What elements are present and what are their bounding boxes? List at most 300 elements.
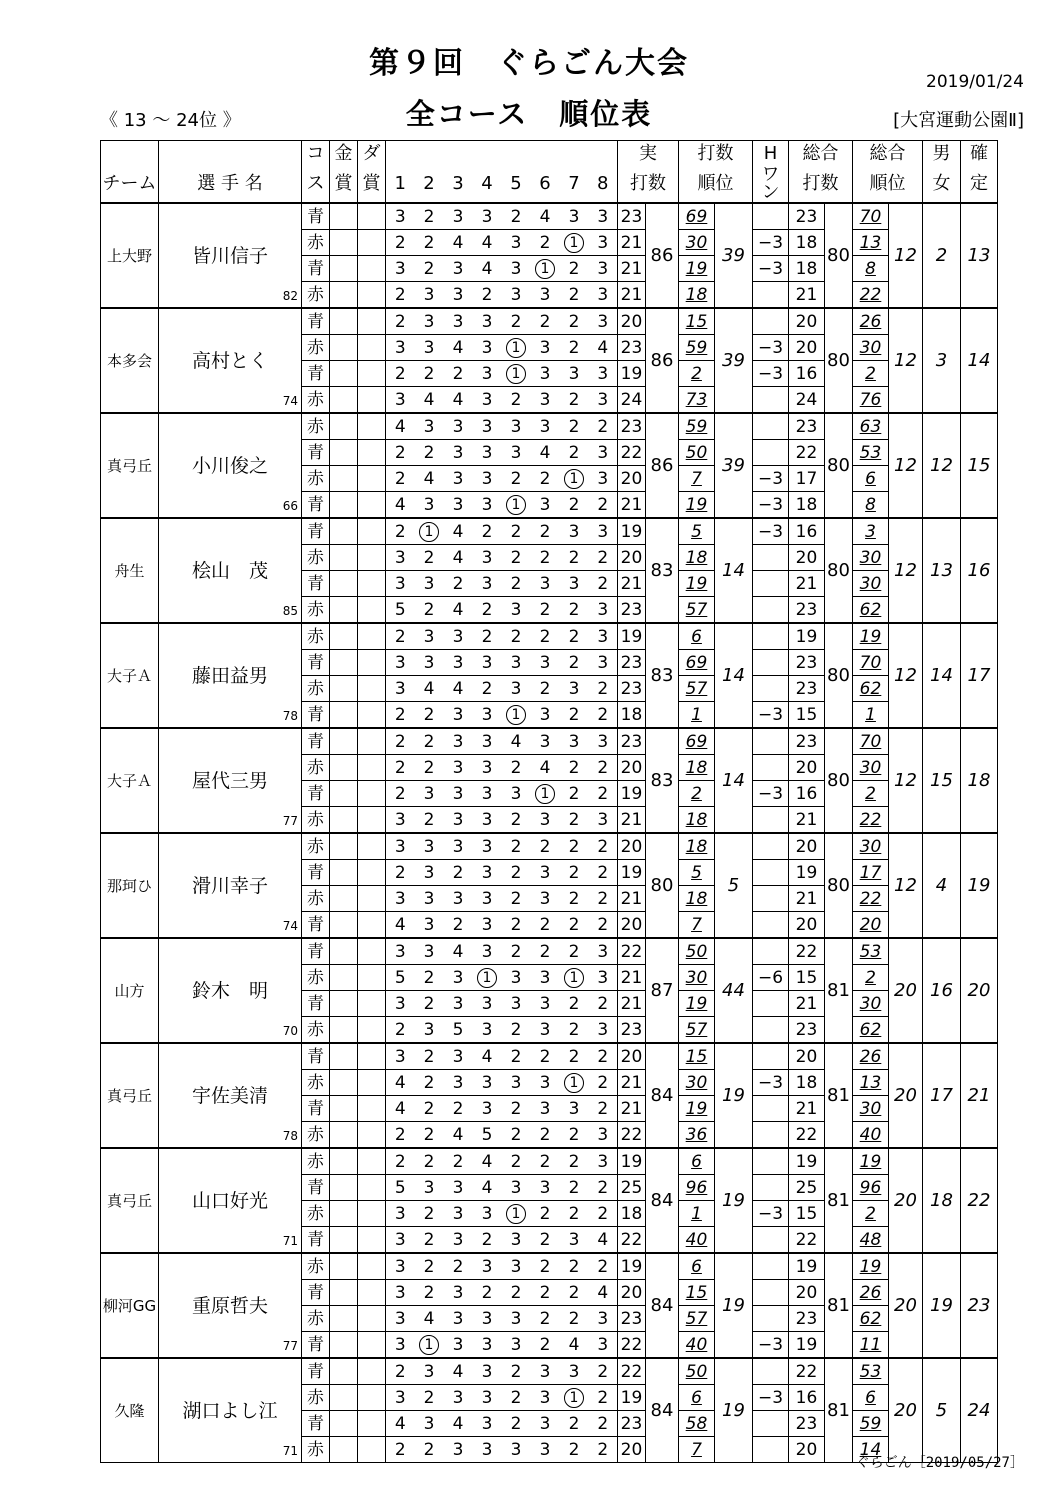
hole-in-one-cell	[753, 991, 789, 1017]
round-total-rank-cell	[853, 1175, 889, 1201]
gold-prize-cell	[330, 1306, 358, 1332]
round-total-rank: 70	[859, 731, 882, 752]
hole-3-score: 4	[444, 1411, 473, 1437]
hole-8-score: 3	[589, 1332, 618, 1359]
hole-8-score: 2	[589, 1437, 618, 1463]
round-total-rank: 19	[859, 626, 882, 647]
total-strokes-cell: 81	[825, 938, 853, 1043]
hole-5-score: 2	[502, 1043, 531, 1070]
actual-strokes-cell: 83	[646, 518, 679, 623]
hole-8-score: 2	[589, 833, 618, 860]
round-sum-cell: 21	[618, 991, 646, 1017]
stroke-rank-header-label: 順位	[679, 166, 753, 203]
round-sum-cell: 21	[618, 807, 646, 834]
stroke-rank-cell: 19	[715, 1043, 753, 1148]
round-rank: 5	[691, 521, 702, 542]
hole-5-score	[502, 492, 531, 519]
hole-3-score: 2	[444, 912, 473, 939]
hole-1-score: 3	[386, 571, 415, 597]
hole-in-one-cell: −3	[753, 1385, 789, 1411]
player-age: 78	[282, 1129, 298, 1143]
actual-strokes-cell: 84	[646, 1043, 679, 1148]
hole-2-score: 3	[415, 1175, 444, 1201]
round-total-rank-cell	[853, 833, 889, 860]
round-sum-cell: 22	[618, 938, 646, 965]
round-total-cell: 20	[789, 755, 825, 781]
gender-rank-cell: 19	[923, 1253, 961, 1358]
round-rank: 18	[685, 547, 708, 568]
da-prize-cell	[358, 1096, 386, 1122]
player-age: 70	[282, 1024, 298, 1038]
round-total-cell: 21	[789, 282, 825, 309]
round-total-cell: 20	[789, 912, 825, 939]
hole-in-one-cell: −3	[753, 335, 789, 361]
gender-header: 男	[923, 141, 961, 167]
gold-prize-cell	[330, 886, 358, 912]
total-rank-cell: 20	[889, 1253, 923, 1358]
final-rank-cell: 14	[961, 308, 998, 413]
round-total-rank-cell	[853, 886, 889, 912]
hole-5-score: 3	[502, 1227, 531, 1254]
stroke-rank-cell: 44	[715, 938, 753, 1043]
player-age: 74	[282, 394, 298, 408]
course-cell: 赤	[302, 886, 330, 912]
hole-header-spacer	[473, 141, 502, 167]
hole-3-score: 2	[444, 1096, 473, 1122]
gold-prize-cell	[330, 571, 358, 597]
round-row	[101, 1358, 1036, 1385]
da-prize-cell	[358, 991, 386, 1017]
player-age: 74	[282, 919, 298, 933]
hole-3-score: 4	[444, 387, 473, 414]
hole-1-header: 1	[386, 166, 415, 203]
round-rank: 7	[691, 914, 702, 935]
actual-strokes-cell: 86	[646, 308, 679, 413]
round-rank-cell	[679, 623, 715, 650]
hole-5-score: 2	[502, 833, 531, 860]
round-total-rank-cell	[853, 1227, 889, 1254]
round-rank: 2	[691, 363, 702, 384]
hole-5-score: 2	[502, 1280, 531, 1306]
round-total-rank-cell	[853, 282, 889, 309]
hole-3-score: 4	[444, 230, 473, 256]
course-cell: 青	[302, 860, 330, 886]
hole-6-score: 3	[531, 571, 560, 597]
hole-8-score: 3	[589, 1017, 618, 1044]
hole-4-score: 5	[473, 1122, 502, 1149]
round-sum-cell: 21	[618, 1096, 646, 1122]
round-total-rank-cell	[853, 1017, 889, 1044]
hole-6-score: 2	[531, 545, 560, 571]
hole-7-score: 2	[560, 413, 589, 440]
hole-2-score: 2	[415, 1227, 444, 1254]
round-sum-cell: 23	[618, 728, 646, 755]
hole-7-score: 2	[560, 492, 589, 519]
round-total-cell: 20	[789, 1437, 825, 1463]
hole-3-score: 3	[444, 308, 473, 335]
gold-prize-cell	[330, 676, 358, 702]
hole-8-score: 2	[589, 755, 618, 781]
round-total-cell: 22	[789, 1358, 825, 1385]
round-sum-cell: 20	[618, 1437, 646, 1463]
round-total-cell: 22	[789, 440, 825, 466]
round-total-cell: 19	[789, 623, 825, 650]
hole-3-score: 3	[444, 492, 473, 519]
hole-2-score: 4	[415, 466, 444, 492]
round-total-rank: 53	[859, 941, 882, 962]
course-cell: 赤	[302, 1385, 330, 1411]
hole-7-score: 2	[560, 440, 589, 466]
hole-4-score: 3	[473, 833, 502, 860]
hole-6-score	[531, 781, 560, 807]
hole-in-one-cell	[753, 1306, 789, 1332]
actual-strokes-cell: 84	[646, 1253, 679, 1358]
hole-1-score: 3	[386, 335, 415, 361]
round-total-rank: 22	[859, 888, 882, 909]
round-rank: 6	[691, 626, 702, 647]
team-header-label: チーム	[101, 166, 159, 203]
hole-4-score: 3	[473, 807, 502, 834]
round-total-cell: 23	[789, 1306, 825, 1332]
round-rank-cell	[679, 728, 715, 755]
course-cell: 青	[302, 440, 330, 466]
hole-6-score: 3	[531, 728, 560, 755]
player-name-cell	[159, 1358, 302, 1463]
stroke-rank-cell: 14	[715, 728, 753, 833]
hole-2-score: 2	[415, 1280, 444, 1306]
hole-in-one-mark: 1	[506, 1204, 526, 1224]
round-total-rank: 26	[859, 1046, 882, 1067]
hole-4-score: 3	[473, 702, 502, 729]
round-rank-cell	[679, 938, 715, 965]
round-rank: 57	[685, 599, 708, 620]
hole-7-score	[560, 1070, 589, 1096]
round-total-cell: 20	[789, 1280, 825, 1306]
final-rank-cell: 21	[961, 1043, 998, 1148]
stroke-rank-cell: 19	[715, 1253, 753, 1358]
round-total-cell: 15	[789, 702, 825, 729]
course-cell: 青	[302, 518, 330, 545]
hole-5-score	[502, 361, 531, 387]
hole-8-score: 2	[589, 413, 618, 440]
hole-2-score	[415, 518, 444, 545]
hole-1-score: 2	[386, 308, 415, 335]
round-total-rank: 13	[859, 232, 882, 253]
gold-prize-cell	[330, 860, 358, 886]
player-age: 77	[282, 1339, 298, 1353]
round-total-rank-cell	[853, 1070, 889, 1096]
gold-prize-cell	[330, 256, 358, 282]
hole-4-score: 4	[473, 256, 502, 282]
round-total-rank-cell	[853, 518, 889, 545]
hole-6-score: 2	[531, 308, 560, 335]
round-total-cell: 20	[789, 308, 825, 335]
round-rank-cell	[679, 1043, 715, 1070]
course-cell: 青	[302, 938, 330, 965]
hole-in-one-mark: 1	[564, 1388, 584, 1408]
results-table	[100, 140, 1036, 1463]
hole-in-one-cell: −3	[753, 1201, 789, 1227]
round-rank: 1	[691, 704, 702, 725]
course-cell: 赤	[302, 597, 330, 624]
hole-in-one-mark: 1	[564, 233, 584, 253]
course-cell: 青	[302, 702, 330, 729]
hole-6-score: 2	[531, 623, 560, 650]
hole-8-score: 3	[589, 1122, 618, 1149]
hole-8-score: 3	[589, 728, 618, 755]
round-total-cell: 23	[789, 728, 825, 755]
hole-5-score: 2	[502, 755, 531, 781]
round-sum-cell: 19	[618, 1385, 646, 1411]
hole-2-score: 3	[415, 833, 444, 860]
gold-prize-cell	[330, 492, 358, 519]
round-sum-cell: 23	[618, 335, 646, 361]
course-cell: 赤	[302, 1122, 330, 1149]
hole-3-score: 4	[444, 335, 473, 361]
round-total-rank-cell	[853, 203, 889, 230]
round-sum-cell: 22	[618, 1227, 646, 1254]
hole-1-score: 5	[386, 965, 415, 991]
hole-4-score: 3	[473, 860, 502, 886]
hole-8-score: 3	[589, 203, 618, 230]
round-total-rank: 19	[859, 1256, 882, 1277]
actual-strokes-cell: 84	[646, 1358, 679, 1463]
hole-6-score: 2	[531, 466, 560, 492]
da-prize-cell	[358, 781, 386, 807]
course-cell: 青	[302, 728, 330, 755]
round-rank-cell	[679, 676, 715, 702]
hole-3-score: 3	[444, 203, 473, 230]
round-sum-cell: 23	[618, 676, 646, 702]
round-total-cell: 16	[789, 518, 825, 545]
round-sum-cell: 20	[618, 466, 646, 492]
hole-3-score: 3	[444, 755, 473, 781]
round-total-rank: 2	[865, 783, 876, 804]
stroke-rank-cell: 5	[715, 833, 753, 938]
round-rank-cell	[679, 650, 715, 676]
da-prize-cell	[358, 256, 386, 282]
round-total-rank: 8	[865, 258, 876, 279]
hole-8-score: 3	[589, 361, 618, 387]
hole-header-spacer	[386, 141, 415, 167]
gold-prize-cell	[330, 1385, 358, 1411]
round-rank: 15	[685, 311, 708, 332]
round-total-rank-cell	[853, 1385, 889, 1411]
round-total-rank: 40	[859, 1124, 882, 1145]
hole-8-score: 3	[589, 597, 618, 624]
hole-5-score: 3	[502, 1332, 531, 1359]
hole-7-score	[560, 1385, 589, 1411]
hole-4-score: 4	[473, 1175, 502, 1201]
round-rank-cell	[679, 1148, 715, 1175]
hole-3-score: 3	[444, 728, 473, 755]
round-total-rank-cell	[853, 335, 889, 361]
hole-8-score: 3	[589, 938, 618, 965]
hole-1-score: 4	[386, 1096, 415, 1122]
gold-prize-cell	[330, 912, 358, 939]
round-rank: 58	[685, 1413, 708, 1434]
hole-2-header: 2	[415, 166, 444, 203]
hole-in-one-cell	[753, 571, 789, 597]
hole-8-score: 2	[589, 860, 618, 886]
total-strokes-cell: 81	[825, 1358, 853, 1463]
hole-5-score: 3	[502, 282, 531, 309]
total-rank-cell: 12	[889, 623, 923, 728]
hole-3-score: 4	[444, 938, 473, 965]
hole-3-score: 3	[444, 1437, 473, 1463]
hole-in-one-mark: 1	[564, 1073, 584, 1093]
player-name: 山口好光	[191, 1189, 268, 1212]
team-cell: 舟生	[101, 518, 159, 623]
course-cell: 赤	[302, 1070, 330, 1096]
course-cell: 青	[302, 1358, 330, 1385]
hole-5-score: 3	[502, 991, 531, 1017]
round-total-cell: 20	[789, 1043, 825, 1070]
hole-8-score: 3	[589, 965, 618, 991]
hole-7-score: 2	[560, 1306, 589, 1332]
actual-strokes-cell: 84	[646, 1148, 679, 1253]
hole-in-one-cell	[753, 676, 789, 702]
round-rank: 5	[691, 862, 702, 883]
round-total-rank: 19	[859, 1151, 882, 1172]
hole-2-score: 3	[415, 413, 444, 440]
round-total-rank-cell	[853, 991, 889, 1017]
da-prize-cell	[358, 1227, 386, 1254]
hole-3-score: 3	[444, 1306, 473, 1332]
hole-1-score: 3	[386, 545, 415, 571]
hole-3-score: 3	[444, 702, 473, 729]
hole-in-one-cell: −3	[753, 781, 789, 807]
round-total-rank: 53	[859, 442, 882, 463]
hole-5-score: 2	[502, 912, 531, 939]
round-total-rank-cell	[853, 938, 889, 965]
round-rank-cell	[679, 991, 715, 1017]
hole-3-score: 4	[444, 597, 473, 624]
player-age: 82	[282, 289, 298, 303]
course-cell: 青	[302, 203, 330, 230]
total-rank-cell: 20	[889, 1148, 923, 1253]
gold-prize-cell	[330, 623, 358, 650]
course-cell: 赤	[302, 282, 330, 309]
hole-in-one-cell	[753, 1227, 789, 1254]
round-rank: 30	[685, 967, 708, 988]
round-total-rank: 17	[859, 862, 882, 883]
hole-8-score: 2	[589, 1358, 618, 1385]
hole-5-score: 3	[502, 1175, 531, 1201]
course-cell: 青	[302, 1043, 330, 1070]
gold-prize-cell	[330, 1096, 358, 1122]
hole-3-score: 3	[444, 1201, 473, 1227]
hole-8-score: 3	[589, 1306, 618, 1332]
hole-4-header: 4	[473, 166, 502, 203]
total-rank-header-label: 順位	[853, 166, 923, 203]
round-rank: 18	[685, 757, 708, 778]
hole-7-score: 2	[560, 938, 589, 965]
final-header-label: 定	[961, 166, 998, 203]
hole-4-score: 3	[473, 492, 502, 519]
da-prize-cell	[358, 728, 386, 755]
hole-7-score: 2	[560, 387, 589, 414]
hole-3-score: 3	[444, 1070, 473, 1096]
actual-strokes-cell: 86	[646, 413, 679, 518]
hole-in-one-cell	[753, 728, 789, 755]
round-total-cell: 18	[789, 230, 825, 256]
actual-strokes-cell: 87	[646, 938, 679, 1043]
hole-4-score: 3	[473, 1201, 502, 1227]
round-sum-cell: 23	[618, 1306, 646, 1332]
hole-2-score: 2	[415, 755, 444, 781]
hole-5-score: 4	[502, 728, 531, 755]
round-rank: 69	[685, 652, 708, 673]
player-name: 藤田益男	[191, 664, 268, 687]
hole-5-score	[502, 1201, 531, 1227]
hole-header-spacer	[531, 141, 560, 167]
total-strokes-cell: 80	[825, 518, 853, 623]
actual-strokes-cell: 83	[646, 623, 679, 728]
gender-rank-cell: 2	[923, 203, 961, 308]
hole-6-score: 2	[531, 1306, 560, 1332]
round-rank-cell	[679, 518, 715, 545]
round-total-rank: 26	[859, 1282, 882, 1303]
hole-1-score: 3	[386, 1201, 415, 1227]
total-strokes-cell: 81	[825, 1253, 853, 1358]
results-body	[101, 203, 1036, 1463]
da-prize-cell	[358, 1358, 386, 1385]
hole-1-score: 3	[386, 1332, 415, 1359]
da-prize-cell	[358, 1280, 386, 1306]
hole-3-score: 2	[444, 1148, 473, 1175]
player-name: 皆川信子	[191, 244, 268, 267]
da-prize-cell	[358, 886, 386, 912]
da-prize-cell	[358, 1175, 386, 1201]
hole-8-score: 2	[589, 1201, 618, 1227]
round-rank-cell	[679, 781, 715, 807]
hole-7-score: 2	[560, 256, 589, 282]
hole-2-score: 3	[415, 623, 444, 650]
round-total-rank-cell	[853, 1043, 889, 1070]
round-sum-cell: 23	[618, 597, 646, 624]
gold-prize-cell	[330, 203, 358, 230]
hole-header-spacer	[589, 141, 618, 167]
hole-4-score: 3	[473, 1385, 502, 1411]
round-rank: 50	[685, 941, 708, 962]
stroke-rank-cell: 39	[715, 308, 753, 413]
hole-2-score: 2	[415, 1253, 444, 1280]
round-rank: 7	[691, 468, 702, 489]
da-prize-cell	[358, 1437, 386, 1463]
team-cell: 上大野	[101, 203, 159, 308]
hole-5-header: 5	[502, 166, 531, 203]
hole-2-score: 2	[415, 1201, 444, 1227]
hole-1-score: 3	[386, 676, 415, 702]
hole-8-score: 3	[589, 387, 618, 414]
hole-7-score: 2	[560, 308, 589, 335]
course-cell: 赤	[302, 1201, 330, 1227]
round-total-cell: 21	[789, 991, 825, 1017]
gold-prize-cell	[330, 1227, 358, 1254]
hole-in-one-cell: −6	[753, 965, 789, 991]
round-rank: 19	[685, 494, 708, 515]
hole-7-score: 2	[560, 650, 589, 676]
hole-8-score: 2	[589, 545, 618, 571]
player-name-cell	[159, 518, 302, 623]
hole-4-score: 3	[473, 308, 502, 335]
round-rank-cell	[679, 755, 715, 781]
da-prize-cell	[358, 361, 386, 387]
course-cell: 青	[302, 650, 330, 676]
hole-2-score: 3	[415, 860, 444, 886]
round-total-rank-cell	[853, 912, 889, 939]
